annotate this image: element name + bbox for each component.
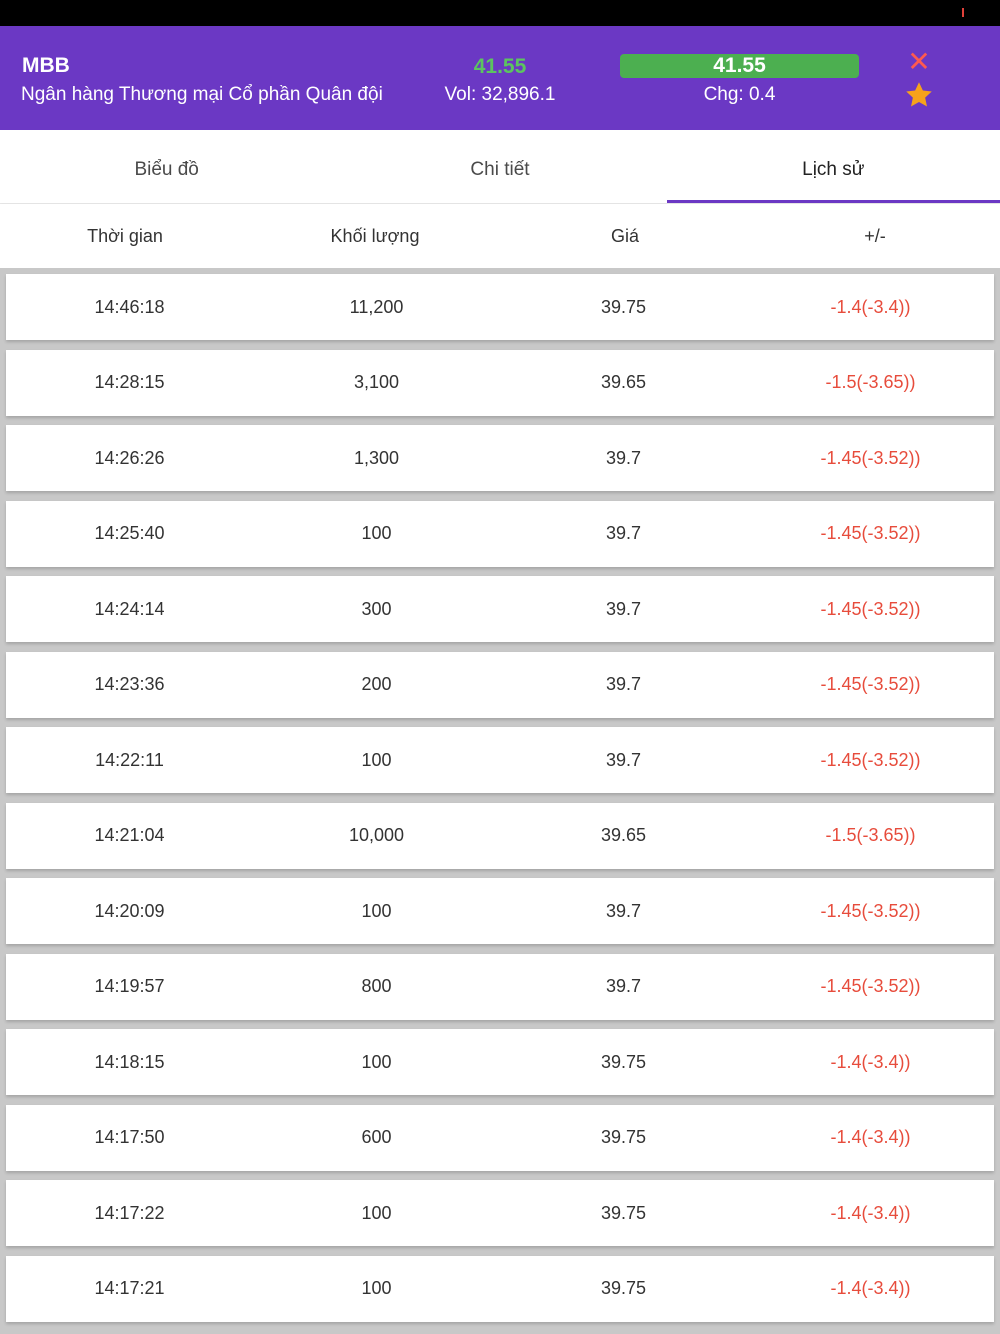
trade-volume: 100 <box>361 1278 392 1298</box>
trade-price: 39.7 <box>605 749 642 770</box>
trade-time: 14:25:40 <box>94 523 165 543</box>
trade-price: 39.7 <box>605 900 642 921</box>
trade-price: 39.75 <box>600 1127 647 1147</box>
table-row[interactable] <box>6 878 994 944</box>
tab-chart[interactable]: Biểu đồ <box>134 159 199 180</box>
column-header-time: Thời gian <box>87 225 163 246</box>
tab-bar <box>0 130 1000 204</box>
trade-volume: 11,200 <box>349 296 404 317</box>
trade-history-list[interactable] <box>0 268 1000 1334</box>
trade-volume: 100 <box>361 1051 392 1072</box>
trade-time: 14:17:22 <box>94 1202 165 1223</box>
trade-price: 39.7 <box>605 976 642 996</box>
column-header-price: Giá <box>610 225 639 246</box>
trade-time: 14:26:26 <box>94 447 165 468</box>
trade-time: 14:17:50 <box>94 1127 165 1147</box>
trade-time: 14:21:04 <box>94 825 165 845</box>
trade-price: 39.75 <box>600 1278 647 1298</box>
trade-change: -1.45(-3.52)) <box>820 976 921 996</box>
table-row[interactable] <box>6 1105 994 1171</box>
column-header-change: +/- <box>864 225 886 246</box>
trade-change: -1.45(-3.52)) <box>820 749 921 770</box>
table-row[interactable] <box>6 1180 994 1246</box>
current-price: 41.55 <box>473 55 527 78</box>
change-label: Chg: 0.4 <box>703 84 776 105</box>
price-badge: 41.55 <box>620 54 859 78</box>
trade-change: -1.5(-3.65)) <box>825 825 916 845</box>
trade-time: 14:23:36 <box>94 674 165 694</box>
status-bar <box>0 0 1000 26</box>
trade-change: -1.4(-3.4)) <box>830 296 911 317</box>
trade-time: 14:22:11 <box>95 749 164 770</box>
trade-price: 39.7 <box>605 447 642 468</box>
trade-time: 14:17:21 <box>94 1278 165 1298</box>
trade-volume: 100 <box>361 523 392 543</box>
trade-change: -1.4(-3.4)) <box>830 1051 911 1072</box>
trade-time: 14:24:14 <box>94 598 165 619</box>
table-row[interactable] <box>6 576 994 642</box>
trade-volume: 100 <box>361 749 392 770</box>
trade-time: 14:20:09 <box>94 900 165 921</box>
trade-change: -1.45(-3.52)) <box>820 447 921 468</box>
trade-price: 39.75 <box>600 296 647 317</box>
table-row[interactable] <box>6 652 994 718</box>
stock-header <box>0 26 1000 130</box>
trade-time: 14:46:18 <box>94 296 165 317</box>
table-row[interactable] <box>6 954 994 1020</box>
trade-change: -1.45(-3.52)) <box>820 674 921 694</box>
trade-volume: 600 <box>361 1127 392 1147</box>
trade-price: 39.75 <box>600 1051 647 1072</box>
trade-time: 14:19:57 <box>94 976 165 996</box>
trade-time: 14:18:15 <box>94 1051 165 1072</box>
trade-price: 39.7 <box>605 598 642 619</box>
trade-volume: 200 <box>361 674 392 694</box>
trade-volume: 300 <box>361 598 392 619</box>
trade-volume: 3,100 <box>353 372 400 392</box>
tab-details[interactable]: Chi tiết <box>470 159 530 180</box>
column-header-volume: Khối lượng <box>330 225 420 246</box>
trade-volume: 10,000 <box>348 825 405 845</box>
table-row[interactable] <box>6 274 994 340</box>
table-row[interactable] <box>6 425 994 491</box>
status-indicator <box>962 8 964 17</box>
tab-history[interactable]: Lịch sử <box>667 130 1000 203</box>
table-row[interactable] <box>6 1256 994 1322</box>
trade-price: 39.65 <box>600 825 647 845</box>
stock-symbol: MBB <box>22 54 70 77</box>
volume-label: Vol: 32,896.1 <box>444 84 556 105</box>
table-row[interactable] <box>6 1029 994 1095</box>
trade-price: 39.65 <box>600 372 647 392</box>
trade-volume: 1,300 <box>353 447 400 468</box>
trade-change: -1.45(-3.52)) <box>820 523 921 543</box>
trade-price: 39.7 <box>605 674 642 694</box>
trade-change: -1.45(-3.52)) <box>820 900 921 921</box>
table-row[interactable] <box>6 727 994 793</box>
table-header <box>0 204 1000 268</box>
table-row[interactable] <box>6 350 994 416</box>
trade-volume: 800 <box>361 976 392 996</box>
trade-price: 39.7 <box>605 523 642 543</box>
trade-change: -1.4(-3.4)) <box>830 1202 911 1223</box>
trade-change: -1.4(-3.4)) <box>830 1278 911 1298</box>
table-row[interactable] <box>6 501 994 567</box>
star-icon[interactable] <box>904 80 934 110</box>
trade-volume: 100 <box>361 900 392 921</box>
trade-change: -1.5(-3.65)) <box>825 372 916 392</box>
trade-volume: 100 <box>361 1202 392 1223</box>
trade-change: -1.4(-3.4)) <box>830 1127 911 1147</box>
trade-change: -1.45(-3.52)) <box>820 598 921 619</box>
trade-price: 39.75 <box>600 1202 647 1223</box>
table-row[interactable] <box>6 803 994 869</box>
trade-time: 14:28:15 <box>94 372 165 392</box>
close-icon[interactable]: ✕ <box>907 46 931 77</box>
company-name: Ngân hàng Thương mại Cổ phần Quân đội <box>21 84 383 105</box>
